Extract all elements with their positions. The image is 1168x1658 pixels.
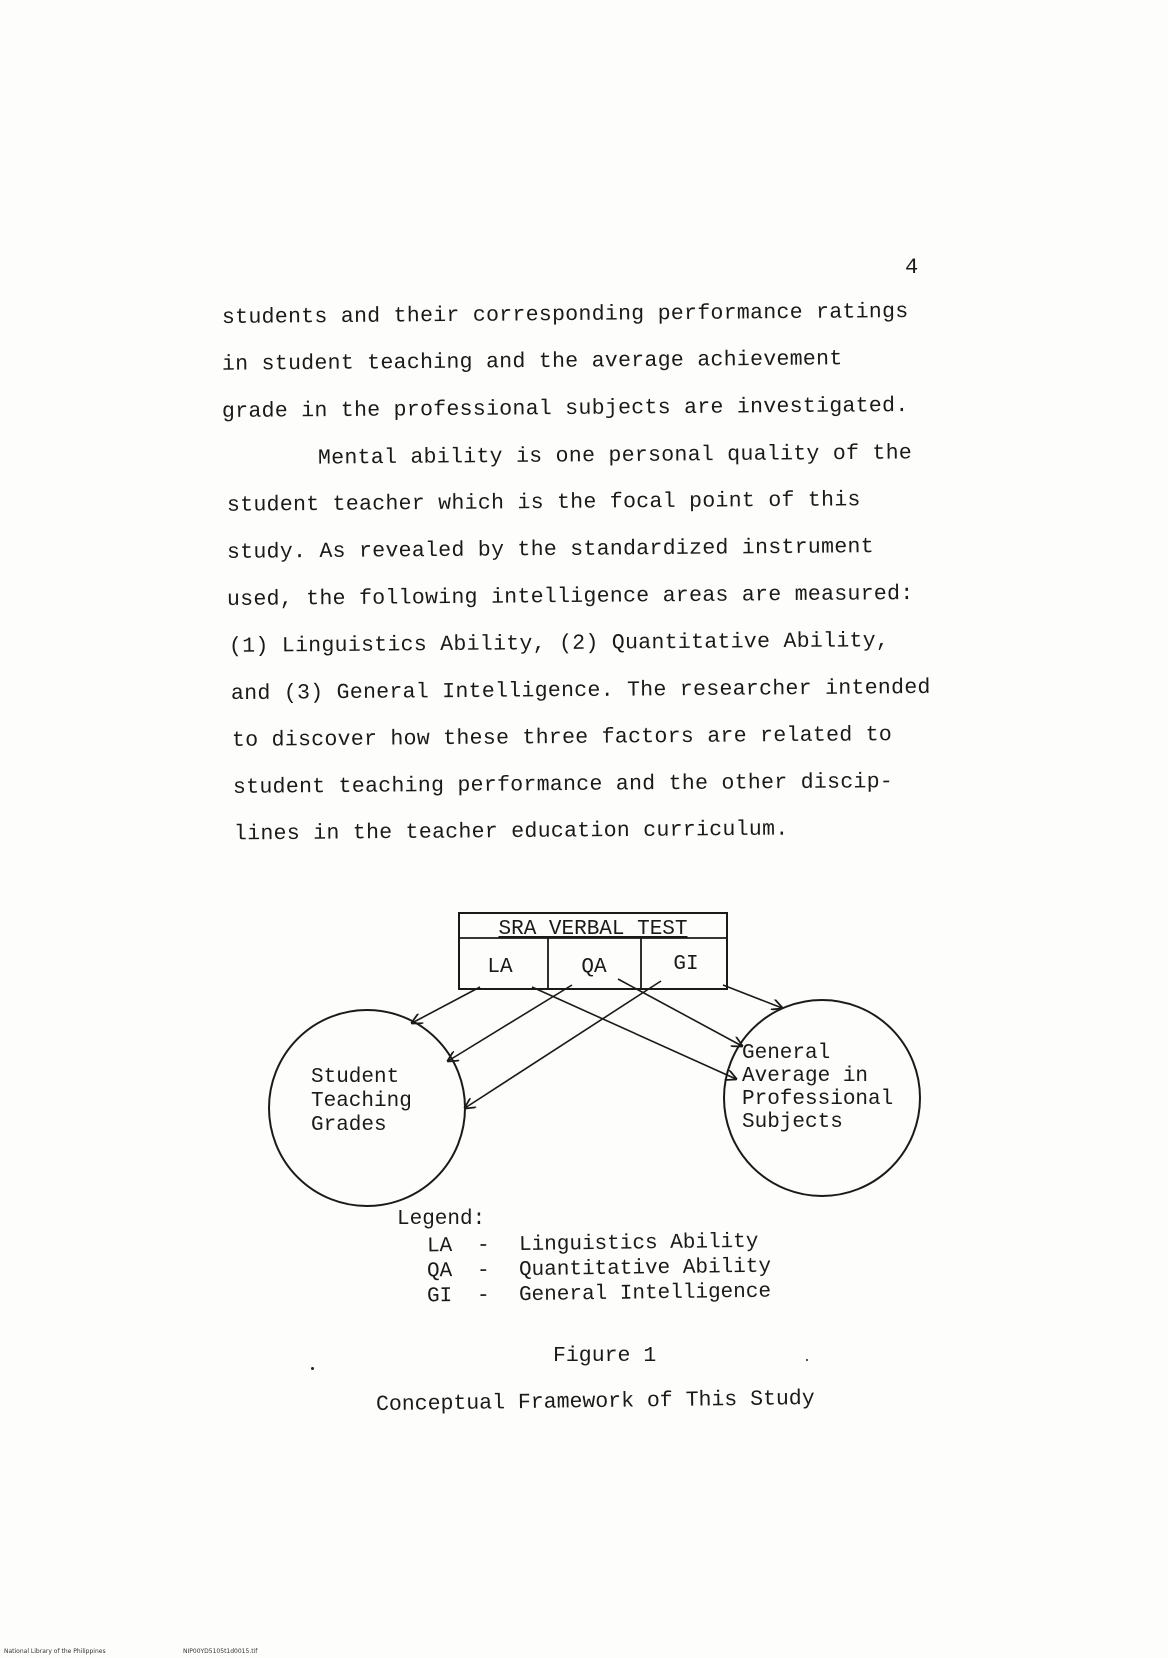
legend-meaning: Quantitative Ability — [518, 1255, 772, 1283]
arrow-la-to-student — [412, 987, 480, 1023]
body-line: and (3) General Intelligence. The researcher intended — [230, 675, 931, 707]
body-line: student teacher which is the focal point of this — [226, 488, 861, 518]
legend-meaning: General Intelligence — [518, 1280, 772, 1308]
body-line: used, the following intelligence areas are measured: — [226, 582, 914, 612]
legend-dash: - — [476, 1234, 490, 1258]
legend-row-gi — [427, 1281, 771, 1309]
arrow-gi-to-average — [723, 985, 782, 1008]
body-line: to discover how these three factors are related to — [231, 723, 893, 753]
body-line: grade in the professional subjects are investigated. — [221, 394, 909, 424]
legend-meaning: Linguistics Ability — [518, 1230, 759, 1258]
legend-abbr: LA — [426, 1234, 453, 1259]
body-line: student teaching performance and the other discip- — [232, 770, 894, 800]
legend-dash: - — [476, 1284, 490, 1308]
cell-la: LA — [487, 956, 513, 979]
right-circle-label: General Average in Professional Subjects — [742, 1042, 894, 1134]
legend-abbr: GI — [426, 1285, 453, 1309]
cell-qa: QA — [581, 956, 607, 979]
legend-dash: - — [476, 1259, 490, 1283]
body-line: in student teaching and the average achievement — [221, 347, 843, 377]
body-line: students and their corresponding performance ratings — [221, 300, 909, 330]
relationship-arrows — [412, 979, 782, 1108]
legend-abbr: QA — [426, 1260, 453, 1284]
footer-library: National Library of the Philippines — [4, 1648, 106, 1655]
page-number: 4 — [905, 255, 919, 280]
legend-row-la — [427, 1231, 759, 1259]
legend-row-qa — [427, 1256, 771, 1284]
body-line: (1) Linguistics Ability, (2) Quantitative Ability, — [228, 629, 890, 659]
footer-file: NIP00YD5105t1d0015.tif — [183, 1648, 258, 1655]
left-circle-label: Student Teaching Grades — [311, 1066, 412, 1137]
test-title: SRA VERBAL TEST — [498, 918, 688, 941]
figure-label: Figure 1 — [553, 1344, 657, 1368]
body-line: lines in the teacher education curriculum. — [233, 817, 789, 847]
figure-caption: Conceptual Framework of This Study — [375, 1386, 815, 1418]
arrow-la-to-average — [532, 987, 736, 1079]
scan-speck — [311, 1367, 314, 1370]
cell-gi: GI — [673, 953, 699, 976]
arrow-qa-to-student — [448, 985, 572, 1061]
scan-speck — [806, 1359, 808, 1361]
body-line: study. As revealed by the standardized instrument — [226, 535, 874, 565]
arrow-gi-to-student — [465, 981, 661, 1108]
legend-title: Legend: — [397, 1208, 486, 1231]
sra-verbal-test-table — [459, 913, 727, 989]
body-line: Mental ability is one personal quality of the — [317, 441, 913, 471]
